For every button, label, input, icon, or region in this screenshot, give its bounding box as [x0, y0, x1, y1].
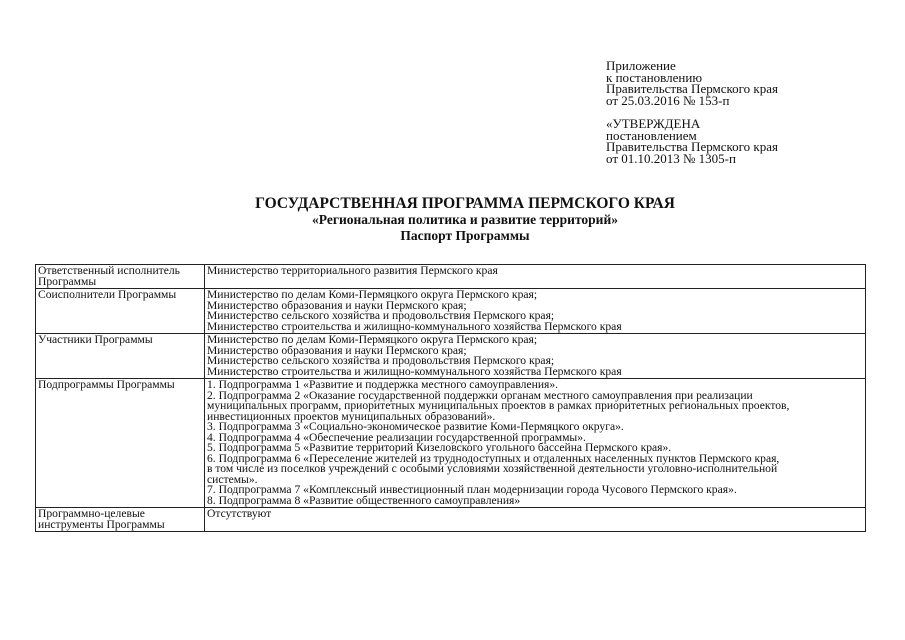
- approval-stamp-block: [606, 60, 896, 164]
- program-subtitle: «Региональная политика и развитие территорий»: [312, 212, 618, 227]
- passport-row-label: [36, 508, 205, 532]
- value-line: 6. Подпрограмма 6 «Переселение жителей из труднодоступных и отдаленных населенных пунктов Пермского края,: [207, 451, 780, 465]
- appendix-line: Приложение: [606, 58, 676, 73]
- approved-line: постановлением: [606, 127, 697, 143]
- label-line: Соисполнители Программы: [38, 288, 177, 301]
- value-line: муниципальных программ, приоритетных муниципальных проектов в рамках приоритетных региональных проектов,: [207, 399, 790, 412]
- appendix-line: от 25.03.2016 № 153-п: [606, 92, 730, 108]
- passport-row: [36, 334, 866, 379]
- passport-heading: Паспорт Программы: [400, 228, 530, 243]
- value-line: Министерство образования и науки Пермского края;: [207, 298, 467, 312]
- label-line: инструменты Программы: [38, 517, 165, 531]
- program-main-title: ГОСУДАРСТВЕННАЯ ПРОГРАММА ПЕРМСКОГО КРАЯ: [255, 195, 675, 212]
- passport-row: [36, 289, 866, 334]
- approved-line: «УТВЕРЖДЕНА: [606, 116, 701, 131]
- passport-row: [36, 379, 866, 508]
- value-line: Министерство образования и науки Пермского края;: [207, 343, 467, 357]
- passport-row-value: [205, 508, 866, 532]
- program-title-block: [0, 195, 905, 244]
- passport-row-value: [205, 334, 866, 379]
- passport-row-label: [36, 289, 205, 334]
- passport-row-value: [205, 265, 866, 289]
- label-line: Подпрограммы Программы: [38, 378, 175, 391]
- passport-row: [36, 508, 866, 532]
- value-line: Министерство сельского хозяйства и продовольствия Пермского края;: [207, 309, 555, 322]
- value-line: Министерство территориального развития Пермского края: [207, 264, 498, 277]
- label-line: Ответственный исполнитель: [38, 264, 180, 277]
- approved-line: от 01.10.2013 № 1305-п: [606, 150, 736, 166]
- value-line: 2. Подпрограмма 2 «Оказание государственной поддержки органам местного самоуправления при реализации: [207, 388, 753, 402]
- value-line: Отсутствуют: [207, 507, 272, 520]
- value-line: 1. Подпрограмма 1 «Развитие и поддержка местного самоуправления».: [207, 378, 559, 391]
- passport-row-value: [205, 379, 866, 508]
- passport-row: [36, 265, 866, 289]
- value-line: 7. Подпрограмма 7 «Комплексный инвестиционный план модернизации города Чусового Пермского края».: [207, 483, 737, 496]
- value-line: Министерство по делам Коми-Пермяцкого округа Пермского края;: [207, 333, 538, 346]
- passport-row-value: [205, 289, 866, 334]
- value-line: 5. Подпрограмма 5 «Развитие территорий Кизеловского угольного бассейна Пермского края».: [207, 441, 672, 454]
- value-line: Министерство строительства и жилищно-коммунального хозяйства Пермского края: [207, 364, 622, 378]
- value-line: Министерство по делам Коми-Пермяцкого округа Пермского края;: [207, 288, 538, 301]
- passport-row-label: [36, 265, 205, 289]
- passport-row-label: [36, 334, 205, 379]
- value-line: 8. Подпрограмма 8 «Развитие общественного самоуправления»: [207, 493, 521, 507]
- passport-row-label: [36, 379, 205, 508]
- value-line: системы».: [207, 472, 258, 486]
- value-line: 3. Подпрограмма 3 «Социально-экономическое развитие Коми-Пермяцкого округа».: [207, 420, 624, 433]
- program-passport-table: [35, 264, 866, 532]
- value-line: Министерство строительства и жилищно-коммунального хозяйства Пермского края: [207, 319, 622, 333]
- label-line: Участники Программы: [38, 333, 153, 346]
- value-line: Министерство сельского хозяйства и продовольствия Пермского края;: [207, 354, 555, 367]
- approved-line: Правительства Пермского края: [606, 139, 778, 154]
- appendix-line: Правительства Пермского края: [606, 81, 778, 96]
- value-line: инвестиционных проектов муниципальных образований».: [207, 409, 496, 423]
- value-line: в том числе из поселков учреждений с особыми условиями хозяйственной деятельности уголовно-исполнительной: [207, 462, 778, 475]
- label-line: Программы: [38, 274, 97, 288]
- label-line: Программно-целевые: [38, 507, 145, 520]
- value-line: 4. Подпрограмма 4 «Обеспечение реализации государственной программы».: [207, 430, 586, 444]
- appendix-line: к постановлению: [606, 69, 703, 85]
